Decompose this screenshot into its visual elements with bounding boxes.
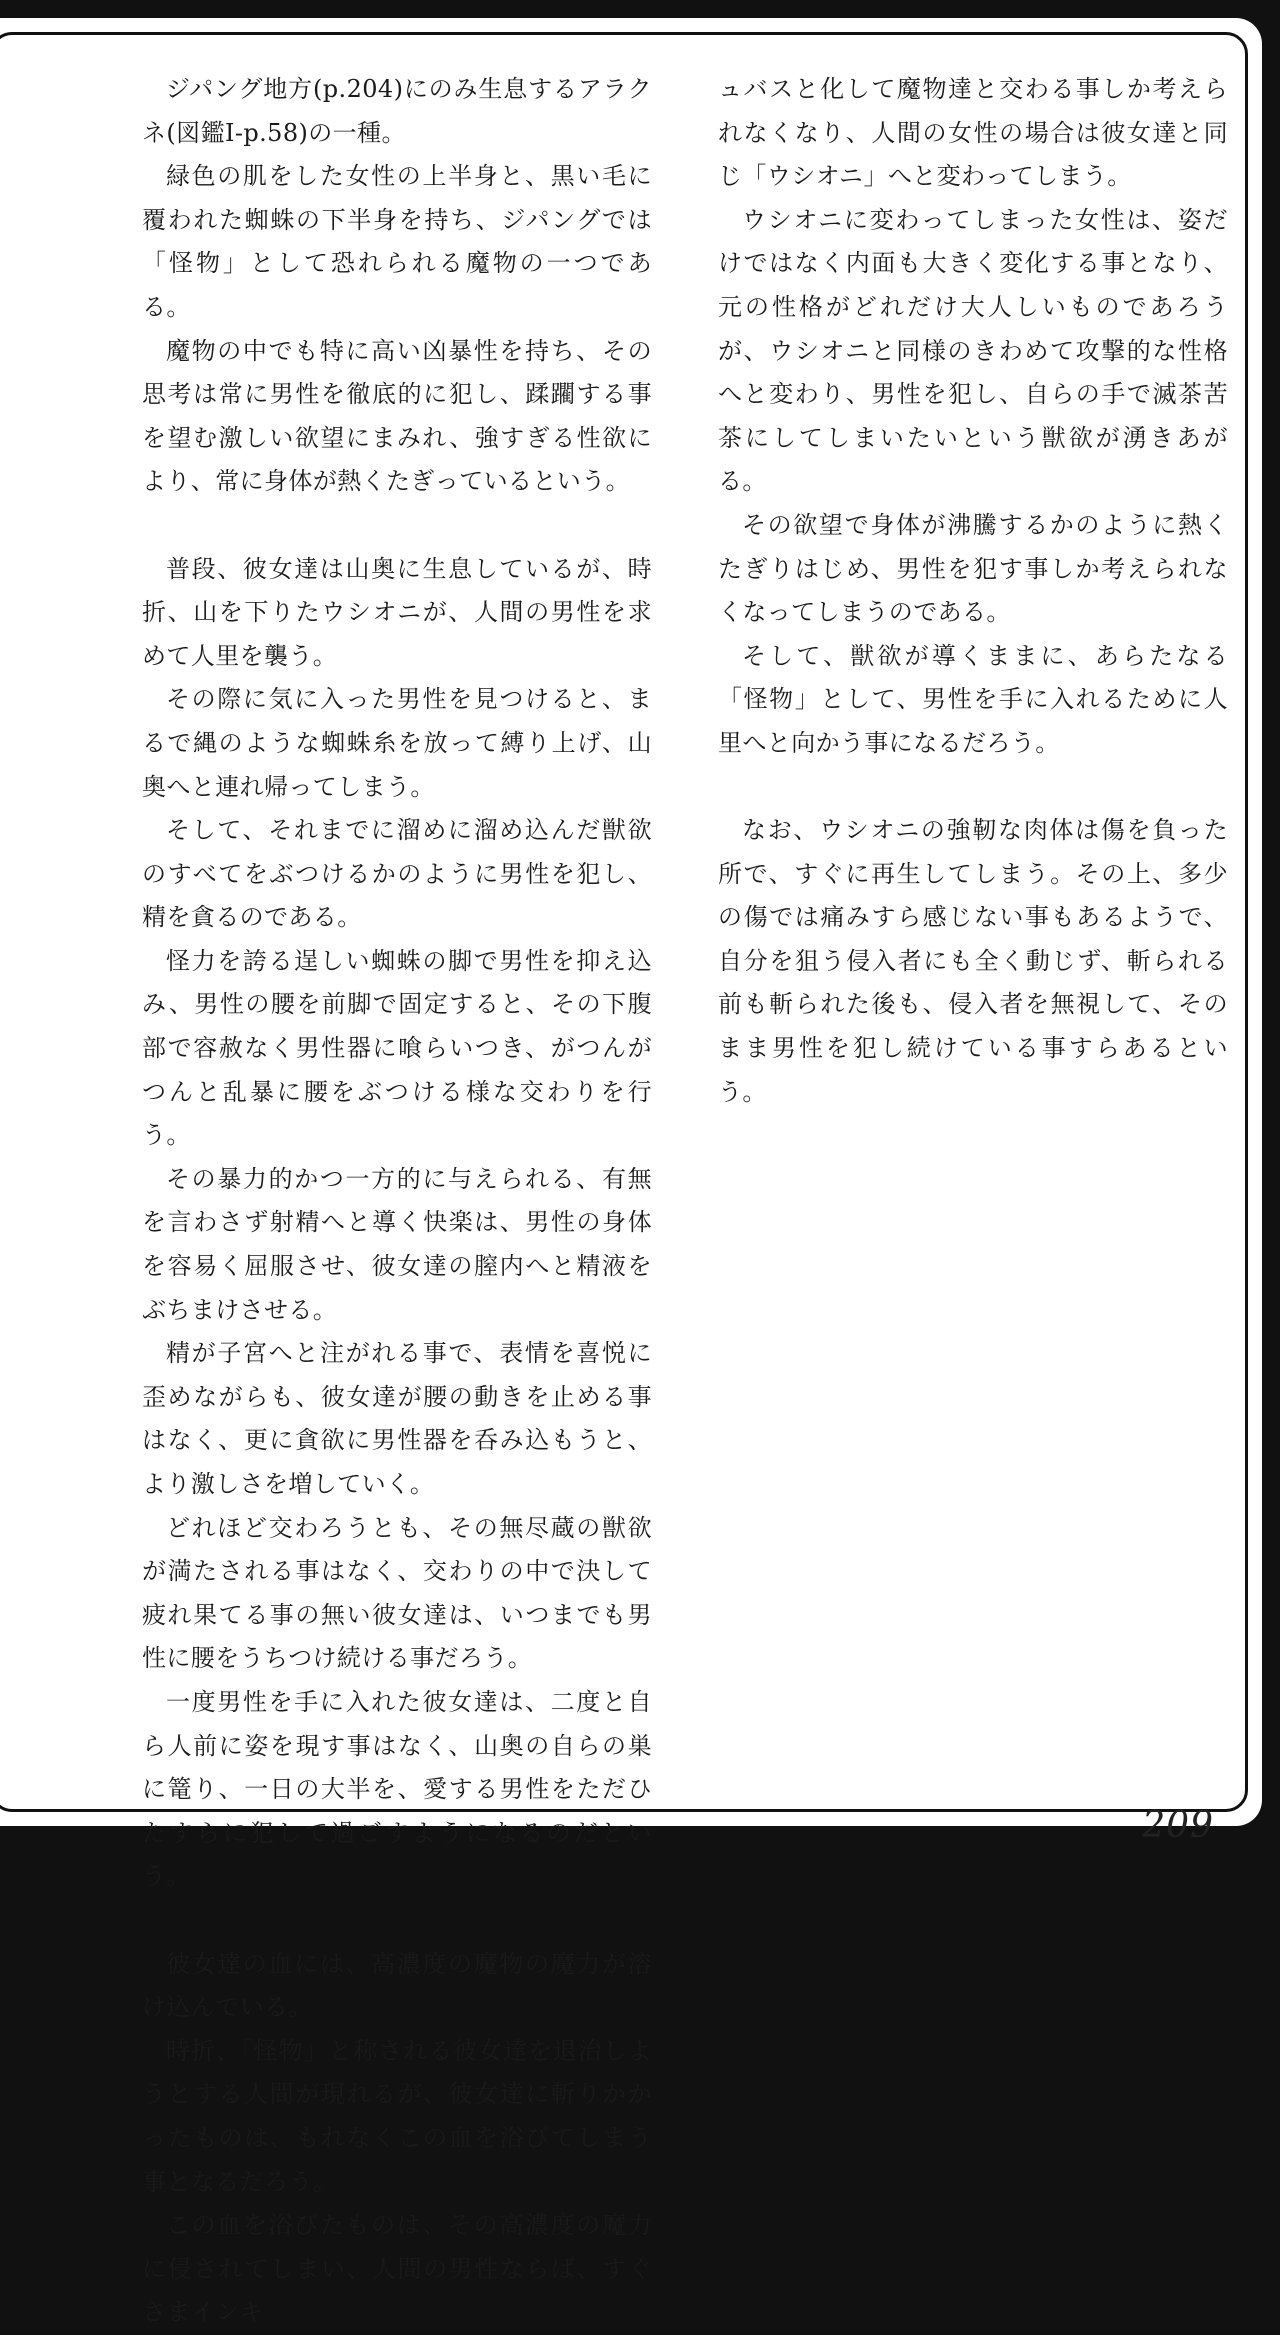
paragraph: その欲望で身体が沸騰するかのように熱くたぎりはじめ、男性を犯す事しか考えられなくなってしまうのである。 [718, 510, 1228, 627]
paragraph: ウシオニに変わってしまった女性は、姿だけではなく内面も大きく変化する事となり、元の性格がどれだけ大人しいものであろうが、ウシオニと同様のきわめて攻撃的な性格へと変わり、男性を犯し、自らの手で滅茶苦茶にしてしまいたいという獣欲が湧きあがる。 [718, 205, 1228, 496]
paragraph-continuation: ュバスと化して魔物達と交わる事しか考えられなくなり、人間の女性の場合は彼女達と同じ「ウシオニ」へと変わってしまう。 [718, 75, 1228, 191]
paragraph: 一度男性を手に入れた彼女達は、二度と自ら人前に姿を現す事はなく、山奥の自らの巣に篭り、一日の大半を、愛する男性をただひたすらに犯して過ごすようになるのだという。 [142, 1687, 652, 1891]
paragraph: なお、ウシオニの強靭な肉体は傷を負った所で、すぐに再生してしまう。その上、多少の傷では痛みすら感じない事もあるようで、自分を狙う侵入者にも全く動じず、斬られる前も斬られた後も、侵入者を無視して、そのまま男性を犯し続けている事すらあるという。 [718, 816, 1228, 1106]
book-page [0, 18, 1262, 2327]
paragraph-gap [142, 1899, 652, 1943]
paragraph: 魔物の中でも特に高い凶暴性を持ち、その思考は常に男性を徹底的に犯し、蹂躙する事を望む激しい欲望にまみれ、強すぎる性欲により、常に身体が熱くたぎっているという。 [142, 336, 652, 496]
right-column [718, 68, 1228, 1114]
page-number: 209 [1142, 1805, 1214, 1846]
paragraph: 怪力を誇る逞しい蜘蛛の脚で男性を抑え込み、男性の腰を前脚で固定すると、その下腹部で容赦なく男性器に喰らいつき、がつんがつんと乱暴に腰をぶつける様な交わりを行う。 [142, 946, 652, 1150]
paragraph: この血を浴びたものは、その高濃度の魔力に侵されてしまい、人間の男性ならば、すぐさまインキ [142, 2211, 652, 2327]
paragraph: ジパング地方(p.204)にのみ生息するアラクネ(図鑑Ⅰ-p.58)の一種。 [142, 75, 652, 147]
paragraph: どれほど交わろうとも、その無尽蔵の獣欲が満たされる事はなく、交わりの中で決して疲れ果てる事の無い彼女達は、いつまでも男性に腰をうちつけ続ける事だろう。 [142, 1513, 652, 1673]
paragraph: 精が子宮へと注がれる事で、表情を喜悦に歪めながらも、彼女達が腰の動きを止める事はなく、更に貪欲に男性器を呑み込もうと、より激しさを増していく。 [142, 1339, 652, 1498]
paragraph: そして、それまでに溜めに溜め込んだ獣欲のすべてをぶつけるかのように男性を犯し、精を貪るのである。 [142, 816, 652, 932]
paragraph-gap [718, 766, 1228, 810]
paragraph: 普段、彼女達は山奥に生息しているが、時折、山を下りたウシオニが、人間の男性を求めて人里を襲う。 [142, 554, 652, 670]
paragraph: 緑色の肌をした女性の上半身と、黒い毛に覆われた蜘蛛の下半身を持ち、ジパングでは「怪物」として恐れられる魔物の一つである。 [142, 162, 652, 321]
paragraph: 時折、「怪物」と称される彼女達を退治しようとする人間が現れるが、彼女達に斬りかかったものは、もれなくこの血を浴びてしまう事となるだろう。 [142, 2036, 652, 2196]
paragraph: その際に気に入った男性を見つけると、まるで縄のような蜘蛛糸を放って縛り上げ、山奥へと連れ帰ってしまう。 [142, 685, 652, 801]
paragraph: そして、獣欲が導くままに、あらたなる「怪物」として、男性を手に入れるために人里へと向かう事になるだろう。 [718, 641, 1228, 757]
paragraph: その暴力的かつ一方的に与えられる、有無を言わさず射精へと導く快楽は、男性の身体を容易く屈服させ、彼女達の膣内へと精液をぶちまけさせる。 [142, 1164, 652, 1324]
paragraph: 彼女達の血には、高濃度の魔物の魔力が溶け込んでいる。 [142, 1949, 652, 2022]
paragraph-gap [142, 504, 652, 548]
left-column [142, 68, 652, 2335]
